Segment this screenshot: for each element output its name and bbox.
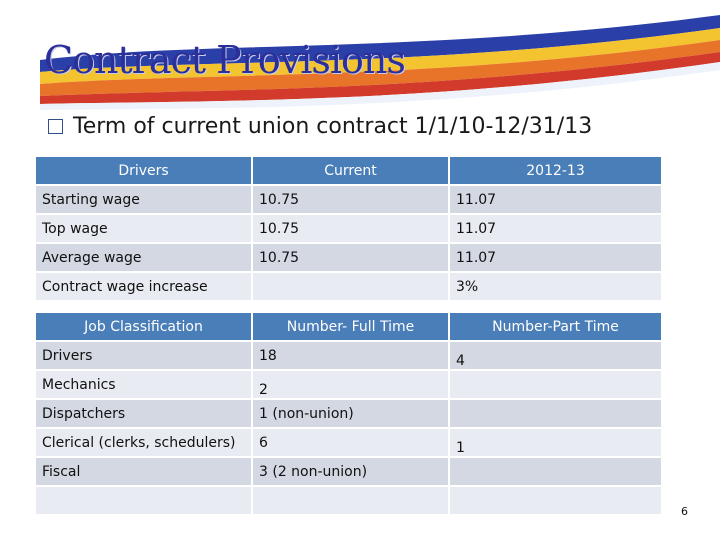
table-row <box>36 429 661 456</box>
full-time-count <box>253 487 448 514</box>
checkbox-bullet-icon <box>48 119 63 134</box>
wage-header-current: Current <box>253 157 448 184</box>
full-time-count: 1 (non-union) <box>253 400 448 427</box>
current-value: 10.75 <box>253 215 448 242</box>
wage-header-2012-13: 2012-13 <box>450 157 661 184</box>
2012-13-value: 11.07 <box>450 244 661 271</box>
table-row <box>36 458 661 485</box>
full-time-count: 3 (2 non-union) <box>253 458 448 485</box>
staff-table-header <box>36 313 661 340</box>
full-time-count: 2 <box>253 371 448 398</box>
part-time-count <box>450 487 661 514</box>
slide-title: Contract Provisions <box>44 38 405 82</box>
table-row <box>36 400 661 427</box>
table-row <box>36 186 661 213</box>
part-time-count: 1 <box>450 429 661 456</box>
row-label: Average wage <box>36 244 251 271</box>
table-row <box>36 244 661 271</box>
wage-header-drivers: Drivers <box>36 157 251 184</box>
full-time-count: 6 <box>253 429 448 456</box>
table-row <box>36 215 661 242</box>
staff-header-part-time: Number-Part Time <box>450 313 661 340</box>
2012-13-value: 11.07 <box>450 215 661 242</box>
table-row <box>36 371 661 398</box>
2012-13-value: 3% <box>450 273 661 300</box>
row-label: Top wage <box>36 215 251 242</box>
current-value: 10.75 <box>253 186 448 213</box>
page-number: 6 <box>681 505 688 518</box>
part-time-count <box>450 400 661 427</box>
wage-table-header <box>36 157 661 184</box>
staff-header-full-time: Number- Full Time <box>253 313 448 340</box>
part-time-count: 4 <box>450 342 661 369</box>
bullet-contract-term <box>48 114 592 139</box>
job-classification: Clerical (clerks, schedulers) <box>36 429 251 456</box>
staff-table <box>34 311 663 516</box>
current-value: 10.75 <box>253 244 448 271</box>
table-row <box>36 342 661 369</box>
2012-13-value: 11.07 <box>450 186 661 213</box>
row-label: Contract wage increase <box>36 273 251 300</box>
job-classification: Fiscal <box>36 458 251 485</box>
staff-header-job-classification: Job Classification <box>36 313 251 340</box>
job-classification: Mechanics <box>36 371 251 398</box>
row-label: Starting wage <box>36 186 251 213</box>
part-time-count <box>450 458 661 485</box>
job-classification: Drivers <box>36 342 251 369</box>
part-time-count <box>450 371 661 398</box>
current-value <box>253 273 448 300</box>
job-classification <box>36 487 251 514</box>
job-classification: Dispatchers <box>36 400 251 427</box>
bullet-text: Term of current union contract 1/1/10-12/31/13 <box>73 114 593 139</box>
wage-table <box>34 155 663 302</box>
table-row <box>36 487 661 514</box>
full-time-count: 18 <box>253 342 448 369</box>
table-row <box>36 273 661 300</box>
